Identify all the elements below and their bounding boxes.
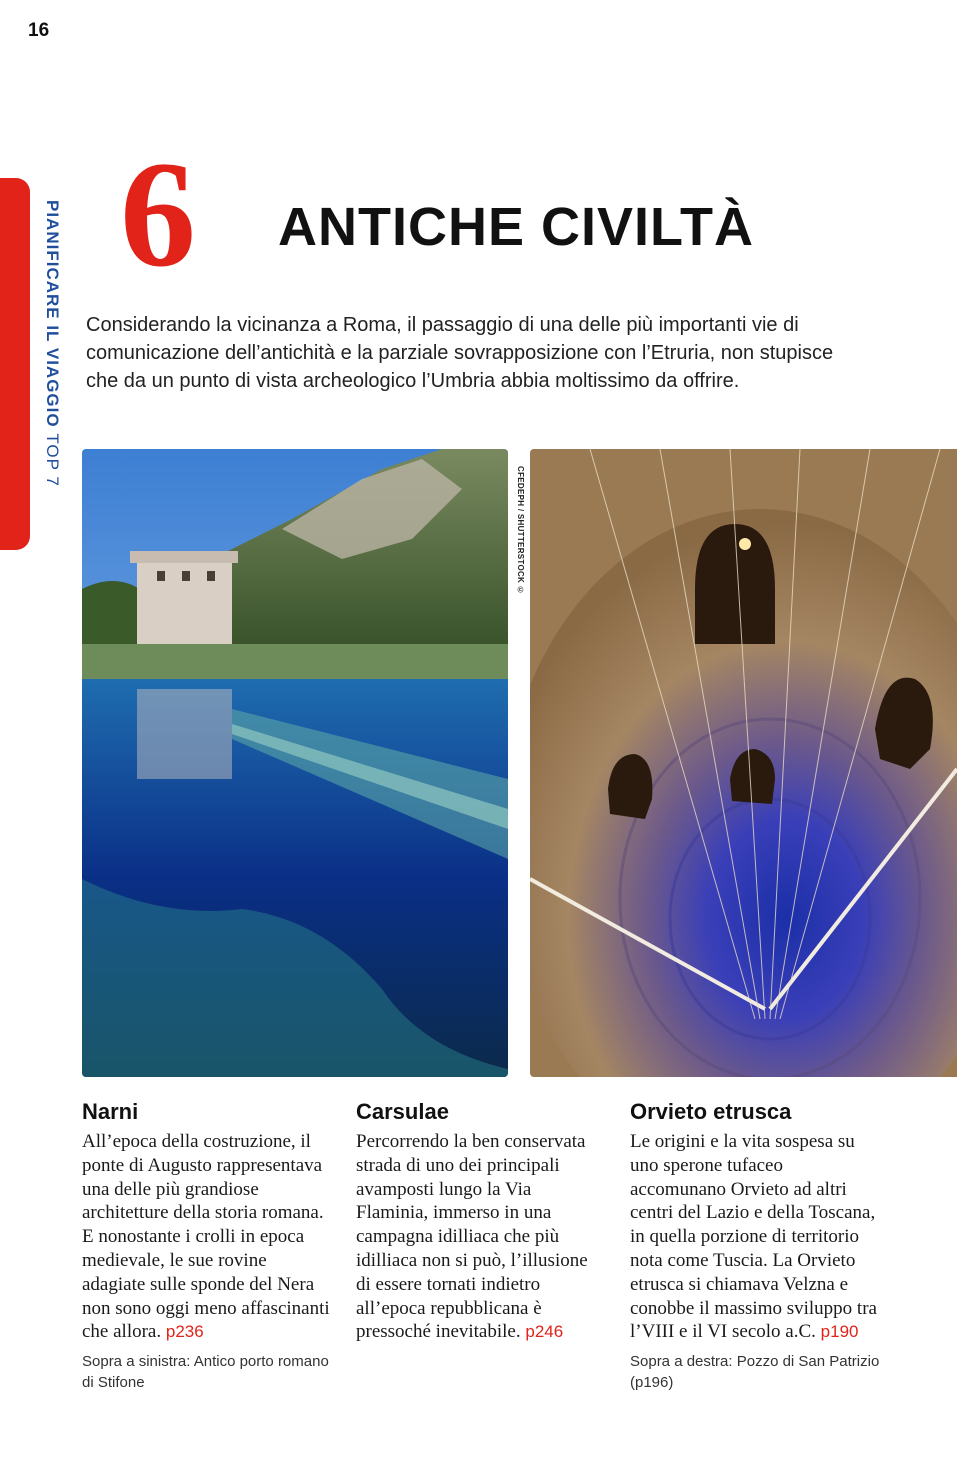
caption-right-photo: Sopra a destra: Pozzo di San Patrizio (p196): [630, 1353, 880, 1392]
intro-paragraph: Considerando la vicinanza a Roma, il passaggio di una delle più importanti vie di comunicazione dell’antichità e la parziale sovrapposizione con l’Etruria, non stupisce che da un punto di vista archeologico l’Umbria abbia moltissimo da offrire.: [86, 314, 834, 392]
section-tab: [0, 178, 30, 550]
column-title-narni: Narni: [82, 1099, 139, 1124]
section-label: [38, 200, 62, 530]
page-ref-narni[interactable]: p236: [165, 1322, 204, 1342]
column-title-carsulae: Carsulae: [356, 1099, 449, 1124]
column-text-narni: All’epoca della costruzione, il ponte di Augusto rappresentava una delle più grandiose architetture della storia romana. E nonostante i crolli in epoca medievale, le sue rovine adagiate sulle sponde del Nera non sono oggi meno affascinanti che allora. p236: [82, 1131, 330, 1343]
photo-stifone-illustration: [82, 449, 508, 1077]
section-label-bold: PIANIFICARE IL VIAGGIO: [43, 200, 62, 428]
chapter-number: 6: [120, 130, 196, 298]
column-carsulae: [356, 1098, 606, 1344]
page-ref-orvieto[interactable]: p190: [820, 1322, 859, 1342]
column-text-carsulae: Percorrendo la ben conservata strada di uno dei principali avamposti lungo la Via Flaminia, immerso in una campagna idilliaca che più idilliaca non si può, l’illusione di essere tornati indietro all’epoca repubblicana è pressoché inevitabile. p246: [356, 1131, 588, 1343]
section-label-light: TOP 7: [43, 433, 62, 487]
photo-credit: CFEDEPH / SHUTTERSTOCK ©: [516, 466, 525, 595]
column-text-orvieto: Le origini e la vita sospesa su uno sperone tufaceo accomunano Orvieto ad altri centri del Lazio e della Toscana, in quella porzione di territorio nota come Tuscia. La Orvieto etrusca si chiamava Velzna e conobbe il massimo sviluppo tra l’VIII e il VI secolo a.C. p190: [630, 1131, 877, 1343]
column-title-orvieto: Orvieto etrusca: [630, 1099, 792, 1124]
photo-pozzo-illustration: [530, 449, 957, 1077]
photo-stifone-port: [82, 449, 508, 1077]
page-number: 16: [28, 20, 50, 41]
page-title: ANTICHE CIVILTÀ: [278, 197, 754, 258]
column-narni: [82, 1098, 332, 1393]
caption-left-photo: Sopra a sinistra: Antico porto romano di Stifone: [82, 1353, 329, 1392]
photo-pozzo-san-patrizio: [530, 449, 957, 1077]
column-orvieto: [630, 1098, 880, 1393]
page-ref-carsulae[interactable]: p246: [525, 1322, 564, 1342]
